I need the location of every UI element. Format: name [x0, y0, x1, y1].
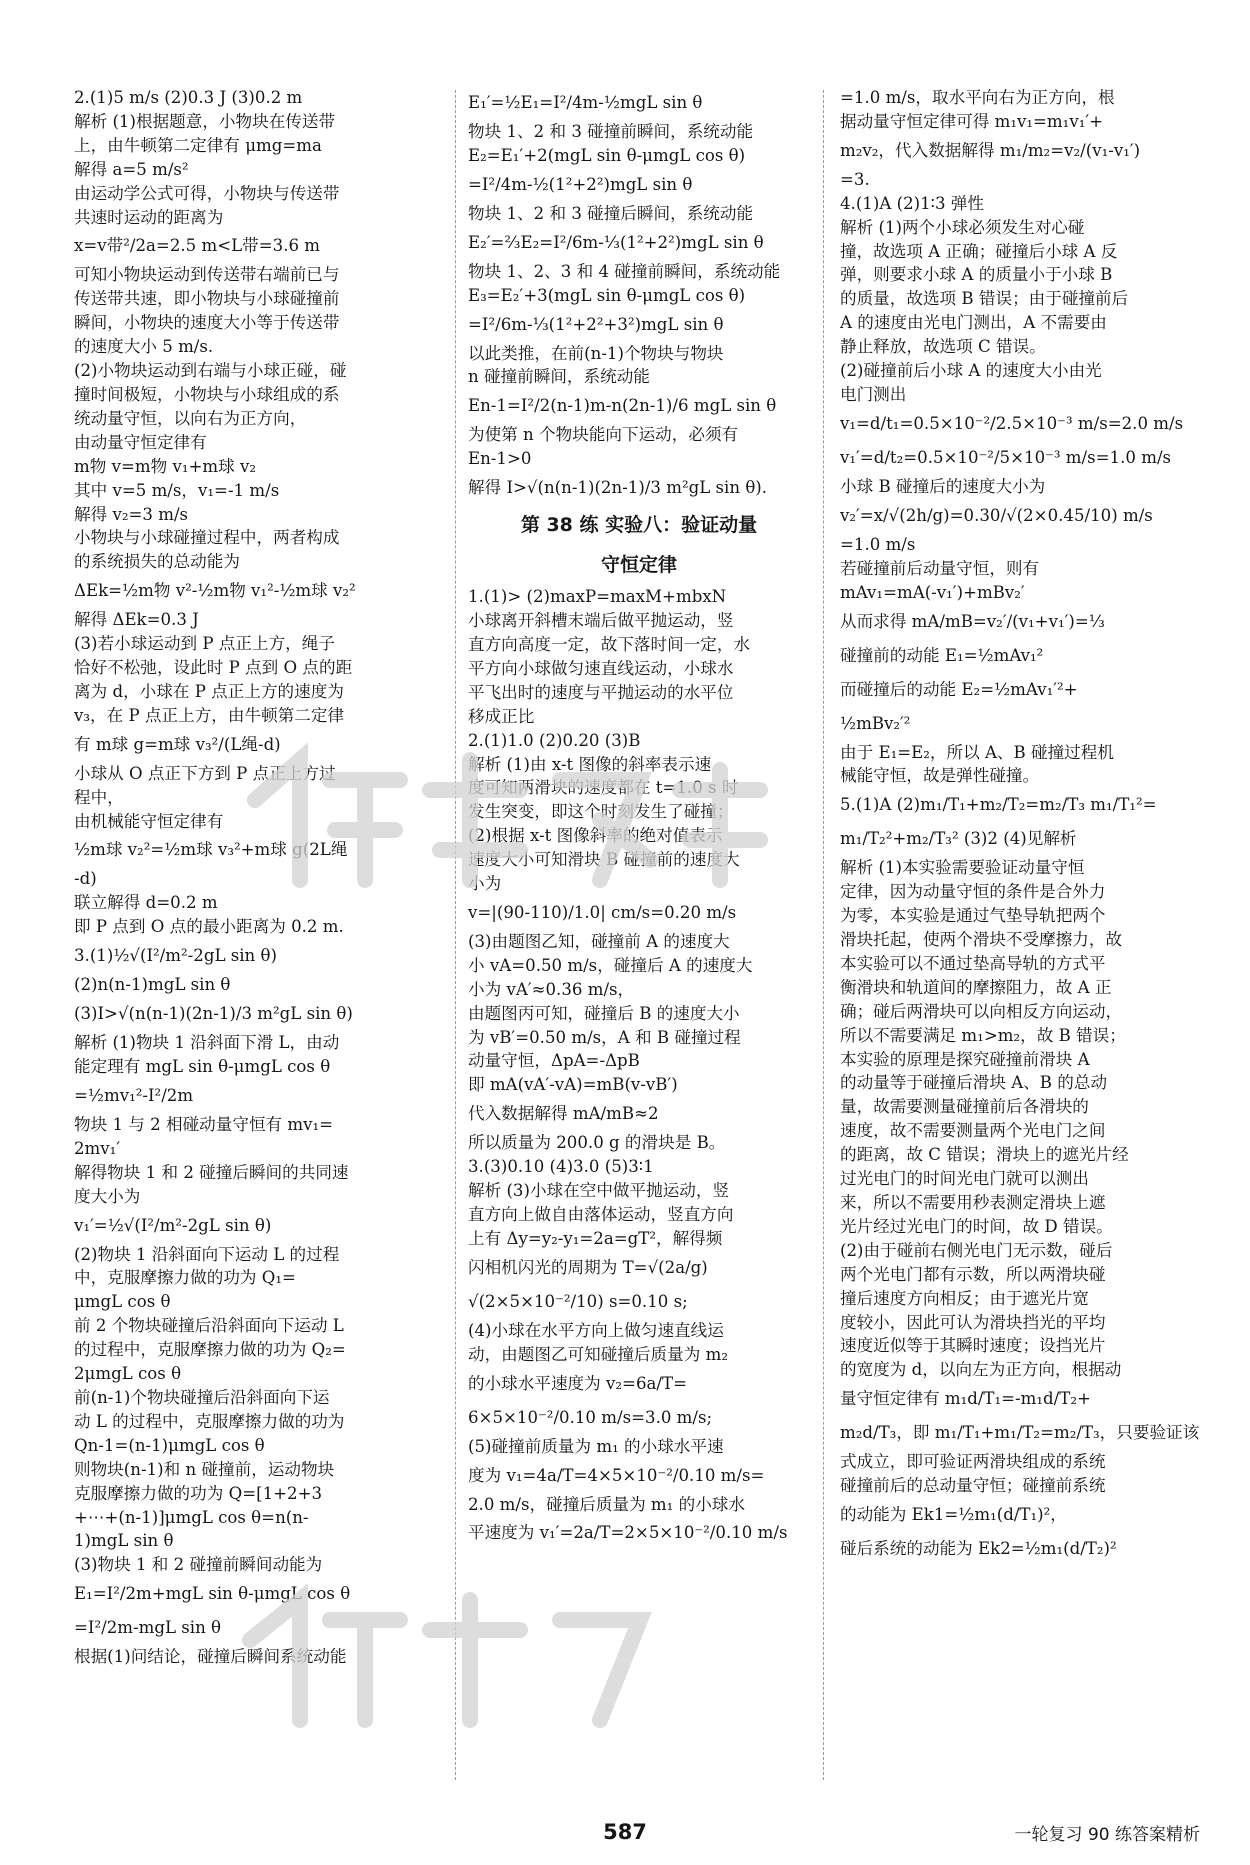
text-line: 离为 d，小球在 P 点正上方的速度为 — [74, 681, 344, 701]
text-line: (3)物块 1 和 2 碰撞前瞬间动能为 — [74, 1555, 323, 1575]
text-line: A 的速度由光电门测出，A 不需要由 — [840, 313, 1107, 333]
footer-label: 一轮复习 90 练答案精析 — [1014, 1825, 1200, 1845]
text-line: =½mv₁²-I²/2m — [74, 1085, 194, 1105]
text-line: n 碰撞前瞬间，系统动能 — [468, 367, 650, 387]
text-line: 过光电门的时间光电门就可以测出 — [840, 1169, 1089, 1189]
text-line: 的过程中，克服摩擦力做的功为 Q₂= — [74, 1340, 346, 1360]
text-line: 即 mA(vA′-vA)=mB(v-vB′) — [468, 1075, 678, 1095]
text-line: m₂v₂，代入数据解得 m₁/m₂=v₂/(v₁-v₁′) — [840, 140, 1141, 160]
section-title: 第 38 练 实验八：验证动量 — [520, 514, 758, 537]
text-line: (3)若小球运动到 P 点正上方，绳子 — [74, 634, 335, 654]
text-line: (2)碰撞前后小球 A 的速度大小由光 — [840, 361, 1102, 381]
text-line: 移成正比 — [468, 706, 535, 726]
text-line: 1)mgL sin θ — [74, 1531, 174, 1551]
text-line: 2μmgL cos θ — [74, 1364, 182, 1384]
text-line: +⋯+(n-1)]μmgL cos θ=n(n- — [74, 1507, 309, 1527]
text-line: 程中， — [74, 787, 124, 807]
text-line: 3.(1)½√(I²/m²-2gL sin θ) — [74, 946, 277, 966]
text-line: 解得物块 1 和 2 碰撞后瞬间的共同速 — [74, 1162, 349, 1182]
text-line: 恰好不松弛，设此时 P 点到 O 点的距 — [74, 658, 353, 678]
text-line: 平方向小球做匀速直线运动，小球水 — [468, 658, 734, 678]
text-line: 光片经过光电门的时间，故 D 错误。 — [840, 1216, 1113, 1236]
text-line: 小球从 O 点正下方到 P 点正上方过 — [74, 763, 336, 783]
text-line: 的距离，故 C 错误；滑块上的遮光片经 — [840, 1145, 1129, 1165]
text-line: 的质量，故选项 B 错误；由于碰撞前后 — [840, 289, 1129, 309]
text-line: 平飞出时的速度与平抛运动的水平位 — [468, 682, 734, 702]
text-line: 械能守恒，故是弹性碰撞。 — [840, 766, 1040, 786]
text-line: 的动能为 Ek1=½m₁(d/T₁)²， — [840, 1505, 1067, 1525]
text-line: E₁′=½E₁=I²/4m-½mgL sin θ — [468, 93, 703, 112]
text-line: 3.(3)0.10 (4)3.0 (5)3∶1 — [468, 1157, 654, 1177]
text-line: =I²/2m-mgL sin θ — [74, 1618, 222, 1638]
text-line: 碰撞前的动能 E₁=½mAv₁² — [840, 645, 1044, 665]
text-line: v₁′=½√(I²/m²-2gL sin θ) — [74, 1215, 272, 1235]
text-line: 解得 I>√(n(n-1)(2n-1)/3 m²gL sin θ). — [468, 478, 768, 498]
text-line: 解析 (1)根据题意，小物块在传送带 — [74, 111, 336, 131]
text-line: -d) — [74, 869, 97, 889]
text-line: ½m球 v₂²=½m球 v₃²+m球 g(2L绳 — [74, 840, 348, 860]
text-line: 碰撞前后的总动量守恒；碰撞前系统 — [840, 1476, 1106, 1496]
text-line: 度大小为 — [74, 1186, 141, 1206]
text-line: 量，故需要测量碰撞前后各滑块的 — [840, 1097, 1089, 1117]
text-line: =1.0 m/s，取水平向右为正方向，根 — [840, 88, 1115, 107]
text-line: 可知小物块运动到传送带右端前已与 — [74, 265, 340, 285]
column-right — [840, 86, 1200, 1786]
text-line: 闪相机闪光的周期为 T=√(2a/g) — [468, 1257, 708, 1277]
text-line: 2.(1)5 m/s (2)0.3 J (3)0.2 m — [74, 88, 303, 107]
text-line: 前(n-1)个物块碰撞后沿斜面向下运 — [74, 1387, 330, 1407]
text-line: 为零，本实验是通过气垫导轨把两个 — [840, 906, 1106, 926]
text-line: v₁=d/t₁=0.5×10⁻²/2.5×10⁻³ m/s=2.0 m/s — [840, 413, 1184, 433]
text-line: 上有 Δy=y₂-y₁=2a=gT²，解得频 — [468, 1228, 723, 1248]
text-line: 其中 v=5 m/s，v₁=-1 m/s — [74, 480, 280, 500]
text-line: (3)I>√(n(n-1)(2n-1)/3 m²gL sin θ) — [74, 1004, 353, 1024]
text-line: (2)n(n-1)mgL sin θ — [74, 975, 231, 995]
text-line: √(2×5×10⁻²/10) s=0.10 s; — [468, 1291, 688, 1311]
text-line: 从而求得 mA/mB=v₂′/(v₁+v₁′)=⅓ — [840, 611, 1105, 631]
text-line: 1.(1)> (2)maxP=maxM+mbxN — [468, 587, 727, 607]
text-line: ΔEk=½m物 v²-½m物 v₁²-½m球 v₂² — [74, 581, 356, 601]
text-line: 式成立，即可验证两滑块组成的系统 — [840, 1452, 1106, 1472]
text-line: 小球 B 碰撞后的速度大小为 — [840, 476, 1046, 496]
text-line: 碰后系统的动能为 Ek2=½m₁(d/T₂)² — [840, 1539, 1117, 1559]
text-line: 根据(1)问结论，碰撞后瞬间系统动能 — [74, 1647, 347, 1667]
text-line: 直方向高度一定，故下落时间一定，水 — [468, 634, 751, 654]
text-line: mAv₁=mA(-v₁′)+mBv₂′ — [840, 582, 1025, 602]
text-line: v₂′=x/√(2h/g)=0.30/√(2×0.45/10) m/s — [840, 505, 1153, 525]
text-line: E₂′=⅔E₂=I²/6m-⅓(1²+2²)mgL sin θ — [468, 232, 764, 252]
column-divider — [823, 90, 824, 1780]
text-line: 两个光电门都有示数，所以两滑块碰 — [840, 1264, 1106, 1284]
text-line: m物 v=m物 v₁+m球 v₂ — [74, 456, 257, 476]
text-line: 代入数据解得 mA/mB≈2 — [468, 1104, 659, 1124]
text-line: 5.(1)A (2)m₁/T₁+m₂/T₂=m₂/T₃ m₁/T₁²= — [840, 795, 1157, 815]
text-line: 静止释放，故选项 C 错误。 — [840, 337, 1046, 357]
text-line: En-1>0 — [468, 449, 532, 469]
text-line: 4.(1)A (2)1∶3 弹性 — [840, 193, 984, 213]
text-line: 中，克服摩擦力做的功为 Q₁= — [74, 1268, 296, 1288]
text-line: 动，由题图乙可知碰撞后质量为 m₂ — [468, 1344, 728, 1364]
text-line: 据动量守恒定律可得 m₁v₁=m₁v₁′+ — [840, 111, 1104, 131]
text-line: 动量守恒，ΔpA=-ΔpB — [468, 1051, 640, 1071]
text-line: 小球离开斜槽末端后做平抛运动，竖 — [468, 611, 734, 631]
text-line: 度较小，因此可认为滑块挡光的平均 — [840, 1312, 1106, 1332]
text-line: v=|(90-110)/1.0| cm/s=0.20 m/s — [468, 902, 737, 922]
text-line: 的动量等于碰撞后滑块 A、B 的总动 — [840, 1073, 1108, 1093]
text-line: 确；碰后两滑块可以向相反方向运动， — [840, 1001, 1123, 1021]
text-line: 平速度为 v₁′=2a/T=2×5×10⁻²/0.10 m/s — [468, 1523, 788, 1543]
text-line: 解析 (3)小球在空中做平抛运动，竖 — [468, 1181, 730, 1201]
text-line: x=v带²/2a=2.5 m<L带=3.6 m — [74, 236, 321, 256]
column-middle — [468, 86, 810, 1786]
text-line: m₁/T₂²+m₂/T₃² (3)2 (4)见解析 — [840, 829, 1077, 849]
text-line: 来，所以不需要用秒表测定滑块上遮 — [840, 1193, 1106, 1212]
text-line: 解得 v₂=3 m/s — [74, 504, 189, 524]
text-line: (3)由题图乙知，碰撞前 A 的速度大 — [468, 931, 730, 951]
text-line: 由运动学公式可得，小物块与传送带 — [74, 183, 340, 203]
text-line: 若碰撞前后动量守恒，则有 — [840, 558, 1040, 578]
text-line: 电门测出 — [840, 384, 907, 404]
text-line: 物块 1、2、3 和 4 碰撞前瞬间，系统动能 — [468, 261, 781, 281]
text-line: 撞，故选项 A 正确；碰撞后小球 A 反 — [840, 241, 1118, 261]
text-line: (2)根据 x-t 图像斜率的绝对值表示 — [468, 826, 723, 846]
text-line: 前 2 个物块碰撞后沿斜面向下运动 L — [74, 1316, 344, 1336]
column-left — [74, 86, 446, 1786]
text-line: μmgL cos θ — [74, 1292, 171, 1312]
text-line: 由机械能守恒定律有 — [74, 811, 224, 831]
column-divider — [455, 90, 456, 1780]
text-line: =I²/6m-⅓(1²+2²+3²)mgL sin θ — [468, 314, 724, 334]
text-line: (5)碰撞前质量为 m₁ 的小球水平速 — [468, 1436, 724, 1456]
text-line: 度可知两滑块的速度都在 t=1.0 s 时 — [468, 778, 739, 798]
text-line: (2)由于碰前右侧光电门无示数，碰后 — [840, 1240, 1113, 1260]
section-title: 守恒定律 — [600, 554, 677, 577]
text-line: 解析 (1)由 x-t 图像的斜率表示速 — [468, 754, 712, 774]
text-line: 由于 E₁=E₂，所以 A、B 碰撞过程机 — [840, 742, 1114, 762]
text-line: 有 m球 g=m球 v₃²/(L绳-d) — [74, 734, 281, 754]
text-line: 6×5×10⁻²/0.10 m/s=3.0 m/s; — [468, 1407, 713, 1427]
text-line: 的速度大小 5 m/s. — [74, 337, 214, 357]
text-line: 小为 — [468, 874, 502, 894]
text-line: 撞时间极短，小物块与小球组成的系 — [74, 384, 340, 404]
text-line: 定律，因为动量守恒的条件是合外力 — [840, 882, 1106, 902]
text-line: 以此类推，在前(n-1)个物块与物块 — [468, 343, 724, 363]
text-line: 所以不需要满足 m₁>m₂，故 B 错误； — [840, 1025, 1126, 1045]
text-line: 的系统损失的总动能为 — [74, 552, 240, 572]
text-line: 瞬间，小物块的速度大小等于传送带 — [74, 313, 340, 333]
text-line: 联立解得 d=0.2 m — [74, 893, 218, 913]
text-line: 衡滑块和轨道间的摩擦阻力，故 A 正 — [840, 977, 1112, 997]
text-line: 为 vB′=0.50 m/s，A 和 B 碰撞过程 — [468, 1027, 741, 1047]
text-line: 由动量守恒定律有 — [74, 432, 207, 452]
text-line: 为使第 n 个物块能向下运动，必须有 — [468, 425, 739, 445]
text-line: 速度，故不需要测量两个光电门之间 — [840, 1121, 1106, 1141]
text-line: 小 vA=0.50 m/s，碰撞后 A 的速度大 — [468, 955, 753, 975]
text-line: 统动量守恒，以向右为正方向， — [74, 408, 307, 428]
text-line: 的小球水平速度为 v₂=6a/T= — [468, 1373, 687, 1393]
text-line: En-1=I²/2(n-1)m-n(2n-1)/6 mgL sin θ — [468, 396, 777, 416]
text-line: 解析 (1)物块 1 沿斜面下滑 L，由动 — [74, 1033, 340, 1053]
text-line: Qn-1=(n-1)μmgL cos θ — [74, 1435, 265, 1455]
text-line: E₃=E₂′+3(mgL sin θ-μmgL cos θ) — [468, 285, 746, 305]
text-line: 物块 1、2 和 3 碰撞前瞬间，系统动能 — [468, 122, 754, 141]
text-line: =3. — [840, 169, 870, 189]
text-line: (4)小球在水平方向上做匀速直线运 — [468, 1320, 724, 1340]
text-line: 2.0 m/s，碰撞后质量为 m₁ 的小球水 — [468, 1494, 745, 1514]
text-line: 撞后速度方向相反；由于遮光片宽 — [840, 1288, 1089, 1308]
text-line: (2)小物块运动到右端与小球正碰，碰 — [74, 361, 347, 381]
text-line: 解析 (1)两个小球必须发生对心碰 — [840, 217, 1085, 237]
page-number: 587 — [603, 1820, 647, 1844]
text-line: =1.0 m/s — [840, 534, 916, 554]
text-line: 本实验的原理是探究碰撞前滑块 A — [840, 1049, 1090, 1069]
text-line: 解得 a=5 m/s² — [74, 159, 189, 179]
text-line: v₃，在 P 点正上方，由牛顿第二定律 — [74, 705, 345, 725]
text-line: 由题图丙可知，碰撞后 B 的速度大小 — [468, 1003, 740, 1023]
text-line: 的宽度为 d，以向左为正方向，根据动 — [840, 1360, 1122, 1380]
text-line: 克服摩擦力做的功为 Q=[1+2+3 — [74, 1483, 323, 1503]
text-line: 小为 vA′≈0.36 m/s， — [468, 979, 635, 999]
text-line: 物块 1 与 2 相碰动量守恒有 mv₁= — [74, 1114, 334, 1134]
text-line: ½mBv₂′² — [840, 713, 911, 733]
text-line: 则物块(n-1)和 n 碰撞前，运动物块 — [74, 1459, 335, 1479]
text-line: 传送带共速，即小物块与小球碰撞前 — [74, 289, 340, 309]
text-line: 而碰撞后的动能 E₂=½mAv₁′²+ — [840, 679, 1078, 699]
text-line: 发生突变，即这个时刻发生了碰撞； — [468, 802, 734, 822]
text-line: 2.(1)1.0 (2)0.20 (3)B — [468, 730, 641, 750]
text-line: 直方向上做自由落体运动，竖直方向 — [468, 1205, 734, 1224]
text-line: =I²/4m-½(1²+2²)mgL sin θ — [468, 174, 693, 194]
text-line: v₁′=d/t₂=0.5×10⁻²/5×10⁻³ m/s=1.0 m/s — [840, 447, 1172, 467]
text-line: 共速时运动的距离为 — [74, 207, 224, 227]
text-line: 所以质量为 200.0 g 的滑块是 B。 — [468, 1133, 726, 1153]
text-line: E₂=E₁′+2(mgL sin θ-μmgL cos θ) — [468, 145, 746, 165]
text-line: 上，由牛顿第二定律有 μmg=ma — [74, 135, 322, 155]
text-line: 动 L 的过程中，克服摩擦力做的功为 — [74, 1411, 345, 1431]
text-line: 解得 ΔEk=0.3 J — [74, 610, 199, 630]
text-line: 2mv₁′ — [74, 1138, 121, 1158]
text-line: 量守恒定律有 m₁d/T₁=-m₁d/T₂+ — [840, 1389, 1091, 1409]
text-line: 本实验可以不通过垫高导轨的方式平 — [840, 953, 1106, 973]
text-line: 滑块托起，使两个滑块不受摩擦力，故 — [840, 930, 1123, 950]
text-line: 解析 (1)本实验需要验证动量守恒 — [840, 858, 1085, 878]
text-line: 度为 v₁=4a/T=4×5×10⁻²/0.10 m/s= — [468, 1465, 765, 1485]
text-line: 能定理有 mgL sin θ-μmgL cos θ — [74, 1057, 331, 1076]
text-line: 小物块与小球碰撞过程中，两者构成 — [74, 528, 340, 548]
text-line: 物块 1、2 和 3 碰撞后瞬间，系统动能 — [468, 203, 754, 223]
text-line: 即 P 点到 O 点的最小距离为 0.2 m. — [74, 917, 344, 937]
text-line: (2)物块 1 沿斜面向下运动 L 的过程 — [74, 1244, 340, 1264]
text-line: 速度大小可知滑块 B 碰撞前的速度大 — [468, 850, 740, 870]
text-line: 速度近似等于其瞬时速度；设挡光片 — [840, 1336, 1106, 1356]
text-line: E₁=I²/2m+mgL sin θ-μmgL cos θ — [74, 1584, 351, 1604]
text-line: 弹，则要求小球 A 的质量小于小球 B — [840, 265, 1113, 285]
text-line: m₂d/T₃，即 m₁/T₁+m₁/T₂=m₂/T₃，只要验证该 — [840, 1423, 1200, 1443]
